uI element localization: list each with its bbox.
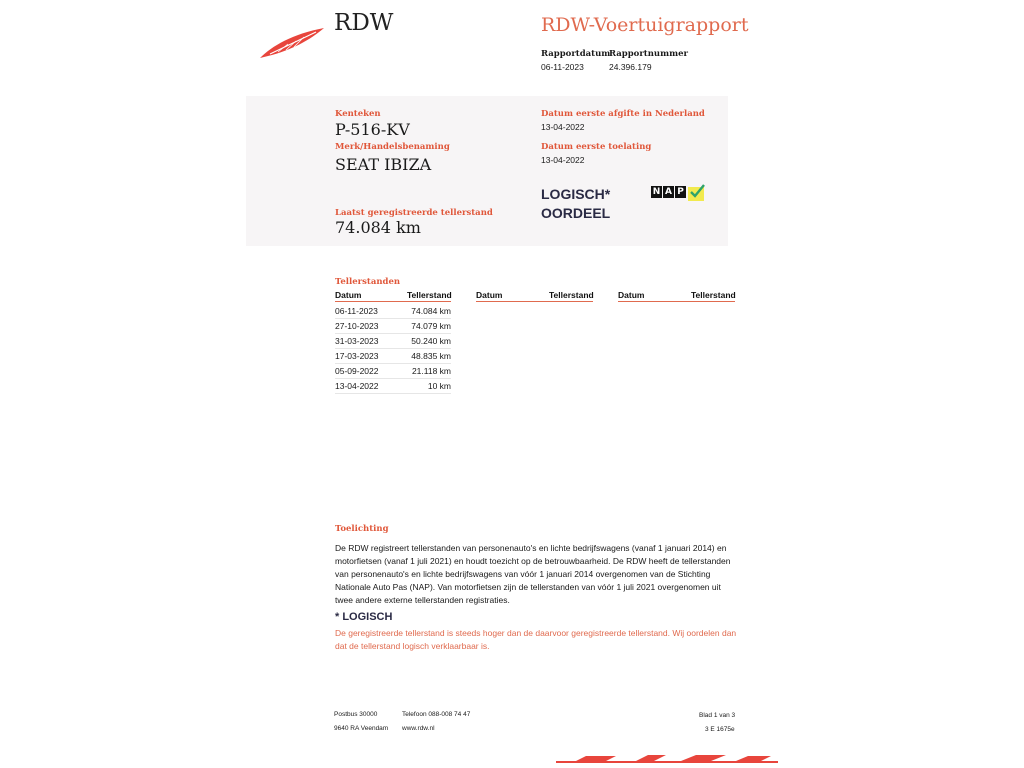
row-reading: 10 km (427, 381, 451, 391)
logisch-label: * LOGISCH (335, 611, 393, 623)
explanation-line: De RDW registreert tellerstanden van personenauto's en lichte bedrijfswagens (vanaf 1 januari 2014) en (335, 543, 727, 553)
explanation-line: twee andere externe tellerstanden registraties. (335, 595, 510, 605)
table-row (335, 364, 451, 379)
footer-code: 3 E 1675e (705, 726, 735, 733)
explanation-line: Nationale Auto Pas (NAP). Van motorfietsen zijn de tellerstanden van vóór 1 juli 2021 overgenomen uit (335, 582, 721, 592)
first-admission-label: Datum eerste toelating (541, 142, 652, 152)
verdict-line2: OORDEEL (541, 205, 611, 221)
col-date-3: Datum (618, 290, 645, 300)
explanation-paragraph (335, 542, 755, 607)
footer-page-number: Blad 1 van 3 (699, 712, 736, 719)
last-odometer-label: Laatst geregistreerde tellerstand (335, 208, 493, 218)
col-date-2: Datum (476, 290, 503, 300)
row-reading: 48.835 km (411, 351, 451, 361)
logisch-paragraph (335, 627, 755, 653)
row-reading: 74.084 km (411, 306, 451, 316)
table-row (335, 379, 451, 394)
table-row (335, 349, 451, 364)
rdw-logo-icon (258, 24, 326, 60)
row-date: 05-09-2022 (335, 366, 379, 376)
table-row (335, 304, 451, 319)
org-name: RDW (334, 10, 394, 36)
row-date: 31-03-2023 (335, 336, 379, 346)
row-date: 13-04-2022 (335, 381, 379, 391)
row-date: 27-10-2023 (335, 321, 379, 331)
first-issue-nl-label: Datum eerste afgifte in Nederland (541, 109, 705, 119)
explanation-line: van personenauto's en lichte bedrijfswagens van vóór 1 januari 2014 overgenomen van de Stichting (335, 569, 711, 579)
report-date: 06-11-2023 (541, 62, 584, 72)
explanation-line: motorfietsen (vanaf 1 juli 2021) en houdt toezicht op de betrouwbaarheid. De RDW heeft de tellerstanden (335, 556, 731, 566)
odometer-table-title: Tellerstanden (335, 277, 401, 287)
report-date-label: Rapportdatum (541, 49, 611, 59)
col-reading-3: Tellerstand (691, 290, 736, 300)
explanation-title: Toelichting (335, 524, 389, 534)
make-value: SEAT IBIZA (335, 155, 432, 174)
row-reading: 21.118 km (411, 366, 451, 376)
logisch-line: dat de tellerstand logisch verklaarbaar is. (335, 641, 490, 651)
nap-letter-a: A (663, 186, 674, 198)
report-title: RDW-Voertuigrapport (541, 14, 749, 36)
nap-letter-n: N (652, 187, 661, 197)
table-row (335, 319, 451, 334)
last-odometer-value: 74.084 km (335, 218, 421, 237)
footer-postbus: Postbus 30000 (334, 711, 378, 718)
row-date: 06-11-2023 (335, 306, 378, 316)
footer-decoration-icon (556, 752, 778, 766)
plate-value: P-516-KV (335, 120, 410, 139)
row-date: 17-03-2023 (335, 351, 379, 361)
nap-check-icon (688, 183, 706, 201)
footer-phone: Telefoon 088-008 74 47 (402, 711, 471, 718)
nap-letter-p: P (675, 186, 686, 198)
col-reading-1: Tellerstand (407, 290, 452, 300)
footer-web-link[interactable]: www.rdw.nl (402, 725, 435, 732)
report-number-label: Rapportnummer (609, 49, 688, 59)
logisch-line: De geregistreerde tellerstand is steeds hoger dan de daarvoor geregistreerde tellerstand. Wij oordelen dan (335, 628, 737, 638)
footer-city: 9640 RA Veendam (334, 725, 389, 732)
make-label: Merk/Handelsbenaming (335, 142, 450, 152)
row-reading: 50.240 km (411, 336, 451, 346)
row-reading: 74.079 km (411, 321, 451, 331)
nap-badge (651, 183, 706, 201)
first-admission-value: 13-04-2022 (541, 155, 585, 165)
plate-label: Kenteken (335, 109, 381, 119)
col-reading-2: Tellerstand (549, 290, 594, 300)
report-number: 24.396.179 (609, 62, 652, 72)
verdict-line1: LOGISCH* (541, 186, 611, 202)
first-issue-nl-value: 13-04-2022 (541, 122, 585, 132)
col-date-1: Datum (335, 290, 362, 300)
table-row (335, 334, 451, 349)
